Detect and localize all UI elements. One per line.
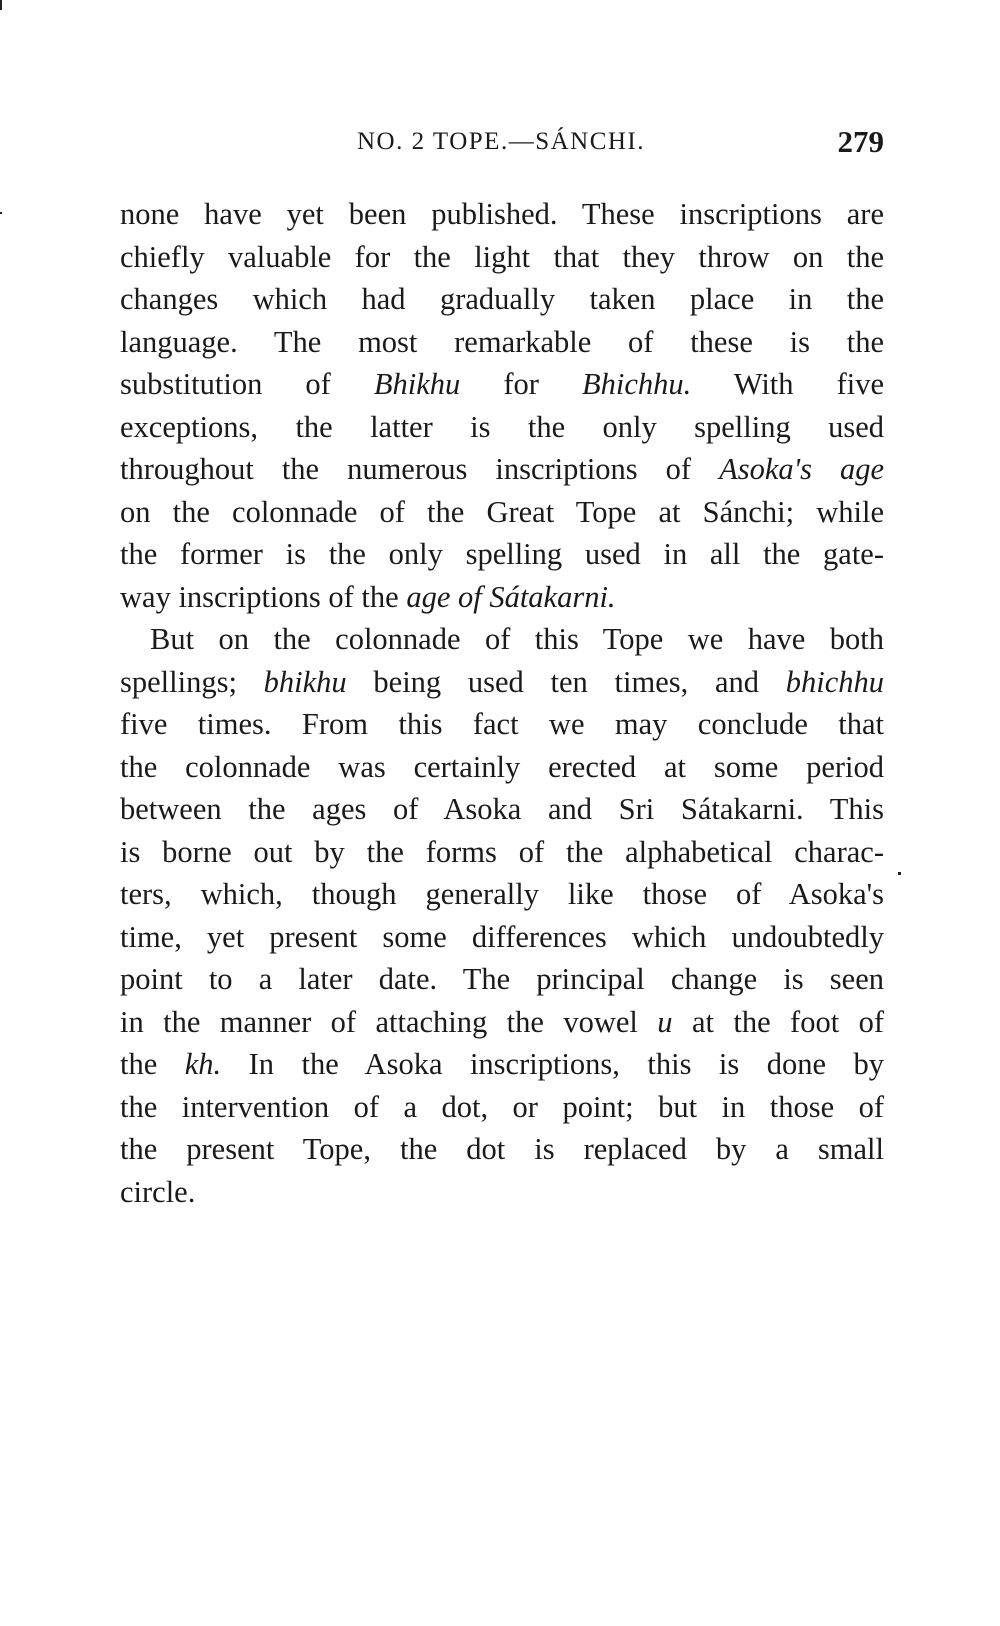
text-segment: throughout the numerous inscriptions of [120, 452, 720, 486]
text-segment: substitution of [120, 367, 374, 401]
text-segment: ters, which, though generally like those of Asoka's [120, 877, 884, 911]
text-line [120, 321, 884, 364]
text-segment: spellings; [120, 664, 264, 699]
text-line [120, 236, 884, 279]
text-line [120, 661, 884, 704]
paragraph [120, 618, 884, 1213]
italic-term: bhichhu [785, 664, 885, 699]
text-line [120, 448, 884, 491]
text-line [120, 491, 884, 534]
text-line [120, 916, 884, 959]
text-line [120, 618, 884, 661]
scan-speck [898, 872, 901, 875]
text-line [120, 1001, 884, 1044]
text-segment: being used ten times, and [346, 664, 786, 699]
italic-term: Bhichhu. [581, 367, 692, 401]
text-line [120, 1086, 884, 1129]
page-header [118, 124, 884, 168]
text-line [120, 1171, 884, 1214]
scan-speck [0, 212, 2, 214]
text-line [120, 278, 884, 321]
text-segment: the present Tope, the dot is replaced by a small [120, 1132, 884, 1166]
text-line [120, 746, 884, 789]
text-line [120, 703, 884, 746]
body-text [120, 193, 884, 1213]
paragraph [120, 193, 884, 618]
italic-term: Bhikhu [373, 367, 461, 401]
italic-term: kh. [184, 1047, 222, 1081]
text-segment: the colonnade was certainly erected at some period [120, 749, 884, 784]
text-line [120, 406, 884, 449]
text-segment: for [460, 367, 582, 401]
text-segment: on the colonnade of the Great Tope at Sánchi; while [120, 494, 884, 529]
text-line [120, 576, 884, 619]
text-segment: the intervention of a dot, or point; but in those of [120, 1089, 884, 1124]
text-segment: the [120, 1047, 185, 1081]
text-line [120, 363, 884, 406]
text-segment: point to a later date. The principal change is seen [120, 962, 884, 996]
text-line [120, 958, 884, 1001]
text-segment: With five [691, 367, 884, 401]
text-segment: the former is the only spelling used in all the gate- [120, 537, 884, 571]
text-segment: exceptions, the latter is the only spelling used [120, 409, 884, 444]
text-segment: time, yet present some differences which undoubtedly [120, 919, 884, 954]
text-line [120, 788, 884, 831]
running-head: NO. 2 TOPE.—SÁNCHI. [356, 128, 646, 155]
text-segment: five times. From this fact we may conclude that [120, 707, 884, 741]
text-segment: chiefly valuable for the light that they throw on the [120, 239, 884, 274]
text-line [120, 193, 884, 236]
text-line [120, 1043, 884, 1086]
text-segment: at the foot of [672, 1004, 884, 1039]
italic-term: bhikhu [263, 664, 347, 699]
italic-term: u [657, 1004, 673, 1039]
italic-term: age of Sátakarni. [406, 579, 616, 614]
text-segment: changes which had gradually taken place in the [120, 282, 884, 316]
text-segment: But on the colonnade of this Tope we have both [150, 622, 884, 656]
scan-speck [0, 0, 2, 10]
text-line [120, 1128, 884, 1171]
text-line [120, 533, 884, 576]
italic-term: Asoka's age [719, 452, 885, 486]
text-line [120, 831, 884, 874]
page-number: 279 [837, 124, 884, 159]
text-segment: circle. [120, 1174, 196, 1209]
text-segment: between the ages of Asoka and Sri Sátakarni. This [120, 792, 884, 826]
text-segment: way inscriptions of the [120, 579, 407, 614]
text-line [120, 873, 884, 916]
text-segment: is borne out by the forms of the alphabetical charac- [120, 834, 884, 869]
text-segment: In the Asoka inscriptions, this is done by [221, 1047, 884, 1081]
text-segment: in the manner of attaching the vowel [120, 1004, 658, 1039]
text-segment: none have yet been published. These inscriptions are [120, 197, 884, 231]
text-segment: language. The most remarkable of these is the [120, 324, 884, 359]
